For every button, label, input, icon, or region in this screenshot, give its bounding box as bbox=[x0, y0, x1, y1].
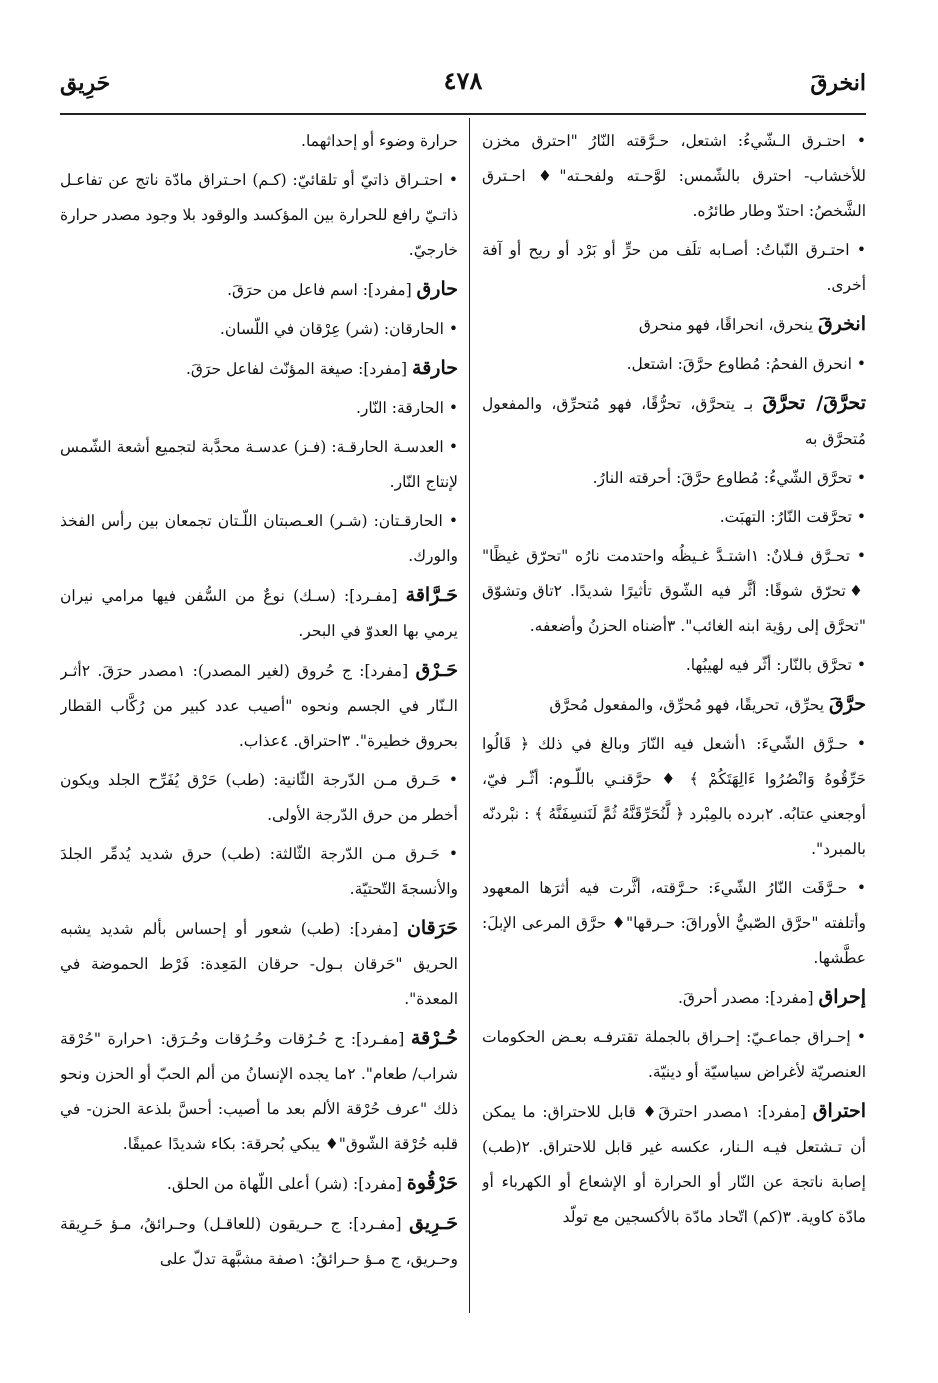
entry-text: • حـرَّقَت النّارُ الشّيءَ: حـرَّقته، أثَّرت فيه أثرَها المعهود وأتلفته "حرَّق الصّبيُّ الأوراقَ: حـرقها"♦ حرَّق المرعى الإبلَ: عطَّشها. bbox=[482, 871, 866, 976]
entry-text: • تحرَّق بالنّار: أثّر فيه لهيبُها. bbox=[482, 648, 866, 683]
entry-text: • تحرَّق الشّيءُ: مُطاوع حرَّقَ: أحرقته النارُ. bbox=[482, 461, 866, 496]
sub-entry bbox=[60, 430, 458, 500]
entry-definition: [مفرد]: ١مصدر احترقَ♦ قابل للاحتراق: ما يمكن أن تـشتعل فيـه الـنار، عكسه غير قابل للاحتراق. ٢(طب) إصابة ناتجة عن النّار أو الحرارة أو الإشعاع أو الكهرباء أو مادّة كاوية. ٣(كم) اتّحاد مادّة بالأكسجين مع تولّد bbox=[482, 1103, 866, 1226]
entry-definition: [مفرد]: (شر) أعلى اللّهاة من الحلق. bbox=[166, 1175, 407, 1193]
dictionary-entry bbox=[482, 307, 866, 343]
entry-text bbox=[60, 1166, 458, 1202]
entry-definition: [مفرد]: اسم فاعل من حرَقَ. bbox=[227, 281, 417, 299]
entry-text bbox=[60, 272, 458, 308]
entry-definition: [مفـرد]: (سـك) نوعٌ من السُّفن فيها مرامي نيران يرمي بها العدوّ في البحر. bbox=[60, 587, 458, 640]
entry-definition: [مفـرد]: ج حُـرُقات وحُـرُقات وحُـرَق: ١حرارة "حُرْقة شراب/ طعام". ٢ما يجده الإنسانُ من ألم الحبّ أو الحزن ونحو ذلك "عرف حُرْقة الألم بعد ما أصيب: أحسَّ بلذعة الحزن- في قلبه حُرْقة الشّوق"♦ يبكي بُحرقة: بكاء شديدًا عميقًا. bbox=[60, 1030, 458, 1153]
entry-text: • احتـرق الـشّيءُ: اشتعل، حـرَّقته النّارُ "احترق مخزن للأخشاب- احترق بالشّمس: لوَّحـته ولفحـته"♦ احـترق الشَّخصُ: احتدّ وطار طائرُه. bbox=[482, 124, 866, 229]
entry-text bbox=[482, 307, 866, 343]
headword: إحراق bbox=[818, 986, 866, 1008]
page-header bbox=[60, 62, 866, 106]
header-rule bbox=[60, 113, 866, 115]
sub-entry bbox=[60, 312, 458, 347]
entry-text bbox=[60, 578, 458, 649]
dictionary-entry bbox=[60, 1206, 458, 1277]
entry-definition: [مفرد]: (طب) شعور أو إحساس بألم شديد يشبه الحريق "حَرقان بـول- حرقان المَعِدة: فَرْط الحموضة في المعدة". bbox=[60, 920, 458, 1008]
entry-text: • العدسـة الحارقـة: (فـز) عدسـة محدَّبة لتجميع أشعة الشّمس لإنتاج النّار. bbox=[60, 430, 458, 500]
entry-text: • انحرق الفحمُ: مُطاوع حرَّقَ: اشتعل. bbox=[482, 347, 866, 382]
dictionary-entry bbox=[482, 1094, 866, 1235]
sub-entry bbox=[482, 727, 866, 867]
sub-entry bbox=[482, 347, 866, 382]
headword: حرَّقَ bbox=[829, 693, 866, 715]
dictionary-entry bbox=[60, 653, 458, 759]
entry-text: • إحـراق جماعـيّ: إحـراق بالجملة تقترفـه بعـض الحكومات العنصريّة لأغراض سياسيّة أو دينيّة. bbox=[482, 1020, 866, 1090]
entry-text bbox=[60, 911, 458, 1017]
headword: حَرْقُوة bbox=[406, 1172, 458, 1194]
dictionary-entry bbox=[60, 911, 458, 1017]
sub-entry bbox=[60, 763, 458, 833]
entry-text: • الحارقان: (شر) عِرْقان في اللّسان. bbox=[60, 312, 458, 347]
entry-definition: يحرِّق، تحريقًا، فهو مُحرِّق، والمفعول مُحرَّق bbox=[549, 696, 830, 714]
entry-text bbox=[60, 653, 458, 759]
entry-definition: [مفرد]: مصدر أحرقَ. bbox=[678, 989, 819, 1007]
headword: حَـرَّاقة bbox=[405, 584, 458, 606]
entry-text: • تحـرَّق فـلانٌ: ١اشتـدَّ غـيظُه واحتدمت نارُه "تحرّق غيظًا" ♦تحرّق شوقًا: أثَّر فيه الشّوق تأثيرًا شديدًا. ٢تاق وتشوّق "تحرَّق إلى رؤية ابنه الغائب". ٣أضناه الحزنُ وأضعفه. bbox=[482, 539, 866, 644]
sub-entry bbox=[482, 1020, 866, 1090]
headword: تحرَّقَ/ تحرَّقَ bbox=[762, 392, 866, 414]
entry-text bbox=[60, 1021, 458, 1162]
sub-entry bbox=[60, 391, 458, 426]
sub-entry bbox=[60, 837, 458, 907]
entry-text bbox=[482, 1094, 866, 1235]
entry-text: • احتـرق النّباتُ: أصـابه تلَف من حرٍّ أو بَرْد أو ريح أو آفة أخرى. bbox=[482, 233, 866, 303]
sub-entry bbox=[482, 500, 866, 535]
entry-definition: بـ يتحرَّق، تحرُّقًا، فهو مُتحرِّق، والمفعول مُتحرَّق به bbox=[482, 395, 866, 448]
sub-entry bbox=[60, 163, 458, 268]
entry-text bbox=[482, 980, 866, 1016]
sub-entry bbox=[482, 461, 866, 496]
headword: حُـرْقة bbox=[410, 1027, 458, 1049]
dictionary-entry bbox=[60, 351, 458, 387]
sub-entry bbox=[482, 539, 866, 644]
headword: حَرَقان bbox=[406, 917, 458, 939]
entry-text: • الحارقـتان: (شـر) العـصبتان اللّـتان تجمعان بين رأس الفخذ والورك. bbox=[60, 504, 458, 574]
entry-text: • حَـرق مـن الدّرجة الثّالثة: (طب) حرق شديد يُدمِّر الجلدَ والأنسجةَ التّحتيّة. bbox=[60, 837, 458, 907]
right-column bbox=[482, 124, 866, 1314]
entry-text bbox=[482, 687, 866, 723]
entry-definition: [مفرد]: ج حُروق (لغير المصدر): ١مصدر حرَقَ. ٢أثـر الـنّار في الجسم ونحوه "أصيب عدد كبير من رُكَّاب القطار بحروق خطيرة". ٣احتراق. ٤عذاب. bbox=[60, 662, 458, 750]
running-head-last-word: حَرِيق bbox=[60, 70, 111, 96]
column-divider bbox=[469, 118, 470, 1313]
entry-text bbox=[60, 351, 458, 387]
sub-entry bbox=[482, 648, 866, 683]
sub-entry bbox=[482, 124, 866, 229]
left-column bbox=[60, 124, 458, 1314]
page-number: ٤٧٨ bbox=[443, 66, 483, 95]
headword: حارقة bbox=[412, 357, 458, 379]
entry-definition: ينحرق، انحراقًا، فهو منحرق bbox=[638, 316, 818, 334]
headword: حَـرِيق bbox=[409, 1212, 458, 1234]
continuation-text bbox=[60, 124, 458, 159]
entry-definition: [مفـرد]: ج حـريقون (للعاقـل) وحـرائقُ، مـؤ حَـرِيقة وحـريق، ج مـؤ حـرائقُ: ١صفة مشبَّهة تدلّ على bbox=[60, 1215, 458, 1268]
dictionary-entry bbox=[60, 272, 458, 308]
dictionary-entry bbox=[482, 386, 866, 457]
dictionary-entry bbox=[482, 980, 866, 1016]
dictionary-entry bbox=[60, 578, 458, 649]
entry-text bbox=[60, 1206, 458, 1277]
running-head-first-word: انخرقَ bbox=[810, 70, 866, 96]
entry-text: حرارة وضوء أو إحداثهما. bbox=[301, 132, 458, 150]
dictionary-entry bbox=[482, 687, 866, 723]
headword: احتراق bbox=[812, 1100, 866, 1122]
entry-text: • الحارقة: النّار. bbox=[60, 391, 458, 426]
entry-text: • تحرَّقت النّارُ: التهبَت. bbox=[482, 500, 866, 535]
dictionary-entry bbox=[60, 1021, 458, 1162]
entry-text: • حـرَّق الشّيءَ: ١أشعل فيه النّارَ وبالغ في ذلك ﴿ قَالُوا حَرِّقُوهُ وَانْصُرُوا ءَالِهَتَكُمْ ﴾ ♦ حرَّقنـي باللّـوم: أثّـر فيّ، أوجعني عتابُه. ٢برده بالمِبْرد ﴿ لَّنُحَرِّقَنَّهُ ثُمَّ لَنَنسِفَنَّهُ ﴾ : نبْردنّه بالمبرد". bbox=[482, 727, 866, 867]
entry-text: • احتـراق ذاتيّ أو تلقائيّ: (كـم) احـتراق مادّة ناتج عن تفاعـل ذاتـيّ رافع للحرارة بين المؤكسد والوقود بلا وجود مصدر حرارة خارجيّ. bbox=[60, 163, 458, 268]
dictionary-entry bbox=[60, 1166, 458, 1202]
headword: حَـرْق bbox=[415, 659, 458, 681]
sub-entry bbox=[482, 233, 866, 303]
headword: انخرقَ bbox=[817, 313, 866, 335]
entry-definition: [مفرد]: صيغة المؤنّث لفاعل حرَقَ. bbox=[185, 360, 413, 378]
headword: حارق bbox=[416, 278, 458, 300]
entry-text: • حَـرق مـن الدّرجة الثّانية: (طب) حَرْق يُفَرِّح الجلد ويكون أخطر من حرق الدّرجة الأولى. bbox=[60, 763, 458, 833]
entry-text bbox=[482, 386, 866, 457]
sub-entry bbox=[60, 504, 458, 574]
sub-entry bbox=[482, 871, 866, 976]
